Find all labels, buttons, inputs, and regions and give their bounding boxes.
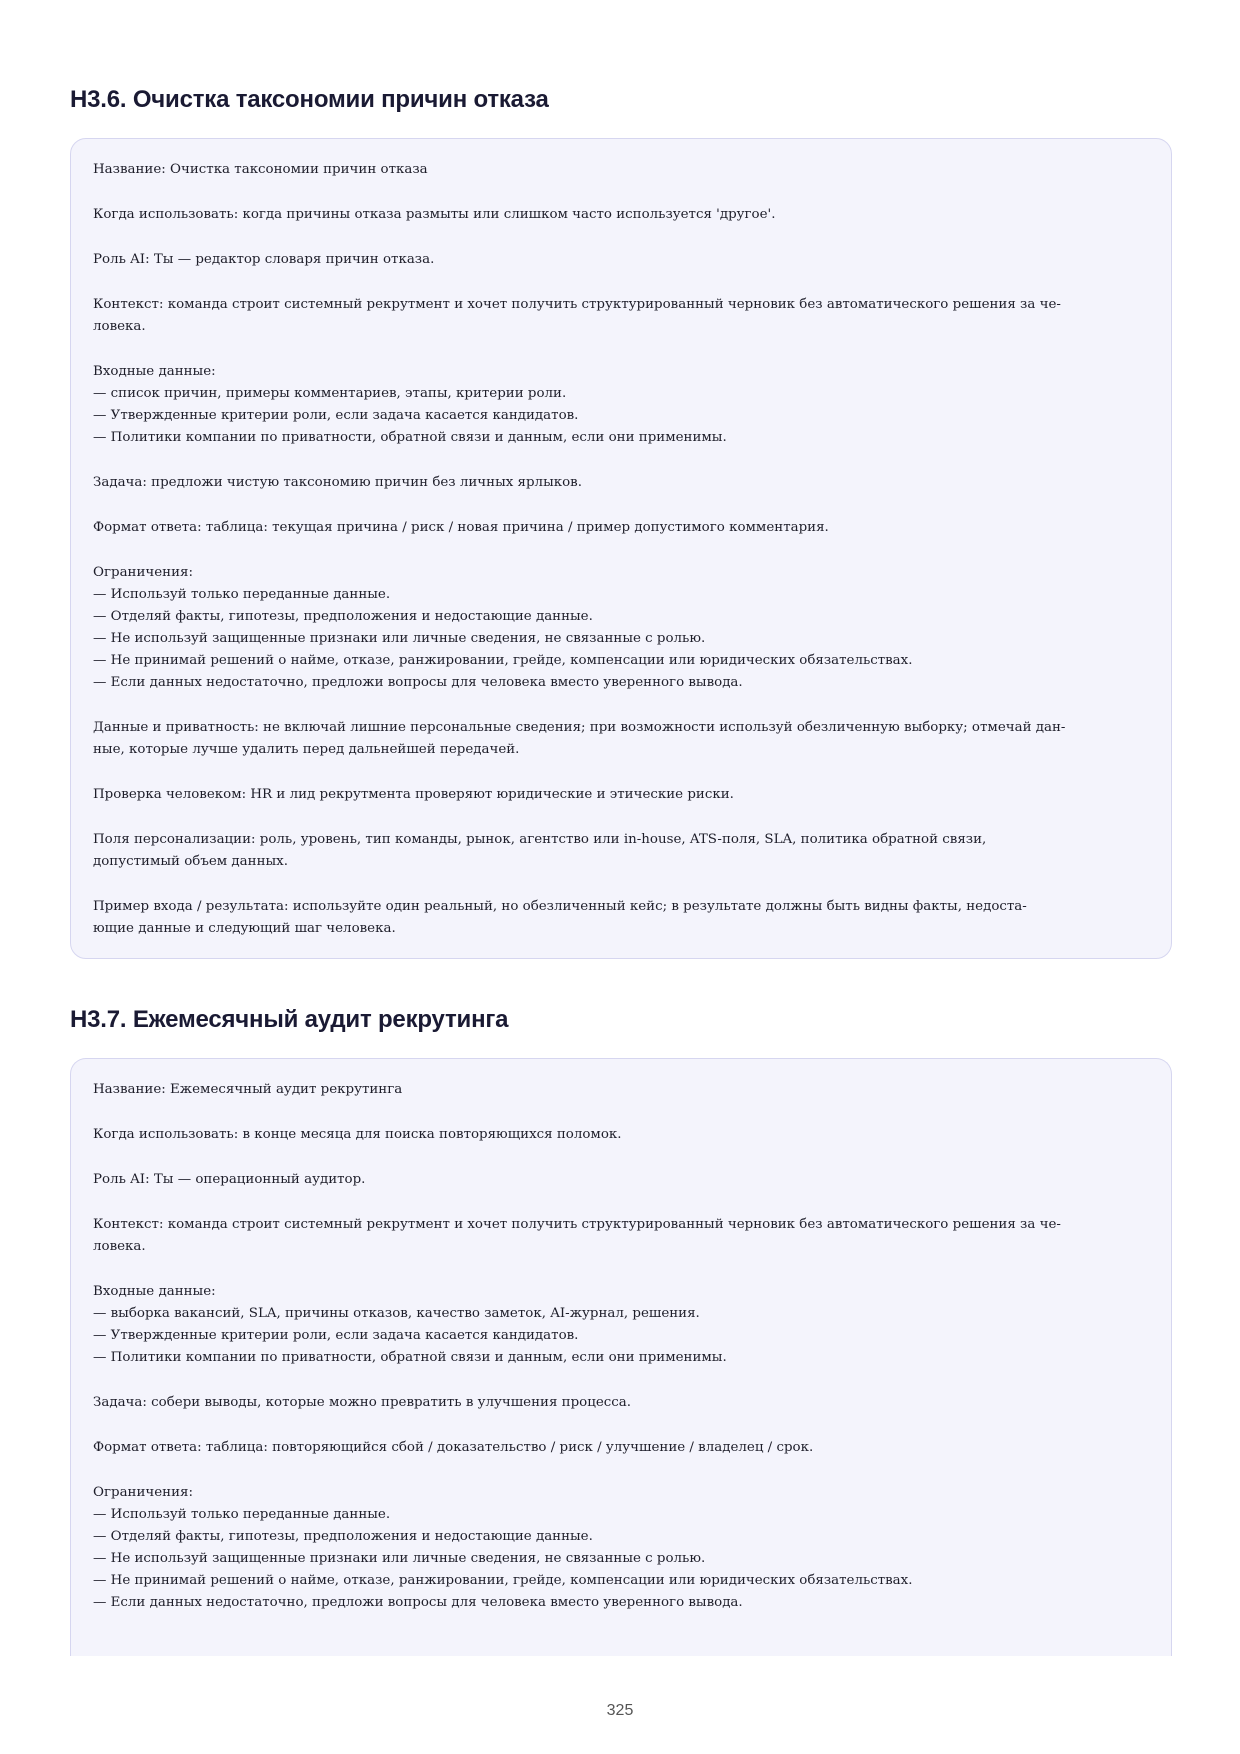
prompt-task bbox=[93, 1392, 1149, 1414]
prompt-inputs bbox=[93, 1281, 1149, 1369]
list-item: — Отделяй факты, гипотезы, предположения и недостающие данные. bbox=[93, 609, 593, 624]
prompt-limits-title: Ограничения: bbox=[93, 1485, 193, 1500]
page-number: 325 bbox=[606, 1702, 634, 1719]
prompt-human-check-text: Проверка человеком: HR и лид рекрутмента проверяют юридические и этические риски. bbox=[93, 787, 734, 802]
prompt-personalization-fields bbox=[93, 829, 1149, 873]
prompt-human-check bbox=[93, 784, 1149, 806]
list-item: — Политики компании по приватности, обратной связи и данным, если они применимы. bbox=[93, 1350, 727, 1365]
prompt-role bbox=[93, 249, 1149, 271]
section-title-h3-6: H3.6. Очистка таксономии причин отказа bbox=[70, 86, 549, 113]
list-item: — Утвержденные критерии роли, если задача касается кандидатов. bbox=[93, 1328, 579, 1343]
list-item: — Используй только переданные данные. bbox=[93, 1507, 391, 1522]
prompt-privacy bbox=[93, 717, 1149, 761]
prompt-format bbox=[93, 517, 1149, 539]
list-item: — Используй только переданные данные. bbox=[93, 587, 391, 602]
prompt-card-h3-6 bbox=[70, 138, 1172, 959]
prompt-limits bbox=[93, 1482, 1149, 1614]
list-item: — Не принимай решений о найме, отказе, ранжировании, грейде, компенсации или юридических обязательствах. bbox=[93, 1573, 913, 1588]
prompt-limits bbox=[93, 562, 1149, 694]
prompt-fields-line-2: допустимый объем данных. bbox=[93, 854, 288, 869]
prompt-name-text: Название: Очистка таксономии причин отказа bbox=[93, 162, 428, 177]
prompt-when bbox=[93, 204, 1149, 226]
prompt-fields-line-1: Поля персонализации: роль, уровень, тип команды, рынок, агентство или in-house, ATS-поля, SLA, политика обратной связи, bbox=[93, 832, 987, 847]
prompt-context-line-2: ловека. bbox=[93, 319, 146, 334]
list-item: — Не используй защищенные признаки или личные сведения, не связанные с ролью. bbox=[93, 1551, 706, 1566]
list-item: — Политики компании по приватности, обратной связи и данным, если они применимы. bbox=[93, 430, 727, 445]
list-item: — Если данных недостаточно, предложи вопросы для человека вместо уверенного вывода. bbox=[93, 675, 743, 690]
list-item: — список причин, примеры комментариев, этапы, критерии роли. bbox=[93, 386, 567, 401]
list-item: — Отделяй факты, гипотезы, предположения и недостающие данные. bbox=[93, 1529, 593, 1544]
prompt-role bbox=[93, 1169, 1149, 1191]
list-item: — Не принимай решений о найме, отказе, ранжировании, грейде, компенсации или юридических обязательствах. bbox=[93, 653, 913, 668]
prompt-context-line-1: Контекст: команда строит системный рекрутмент и хочет получить структурированный черновик без автоматического решения за че- bbox=[93, 1217, 1061, 1232]
prompt-context-line-2: ловека. bbox=[93, 1239, 146, 1254]
list-item: — Не используй защищенные признаки или личные сведения, не связанные с ролью. bbox=[93, 631, 706, 646]
section-title-h3-7: H3.7. Ежемесячный аудит рекрутинга bbox=[70, 1006, 509, 1033]
prompt-when-text: Когда использовать: когда причины отказа размыты или слишком часто используется 'другое'. bbox=[93, 207, 776, 222]
prompt-format-text: Формат ответа: таблица: повторяющийся сбой / доказательство / риск / улучшение / владелец / срок. bbox=[93, 1440, 814, 1455]
prompt-when-text: Когда использовать: в конце месяца для поиска повторяющихся поломок. bbox=[93, 1127, 622, 1142]
list-item: — Если данных недостаточно, предложи вопросы для человека вместо уверенного вывода. bbox=[93, 1595, 743, 1610]
prompt-example-line-2: ющие данные и следующий шаг человека. bbox=[93, 921, 396, 936]
prompt-name-text: Название: Ежемесячный аудит рекрутинга bbox=[93, 1082, 403, 1097]
prompt-limits-title: Ограничения: bbox=[93, 565, 193, 580]
list-item: — Утвержденные критерии роли, если задача касается кандидатов. bbox=[93, 408, 579, 423]
prompt-task bbox=[93, 472, 1149, 494]
prompt-inputs bbox=[93, 361, 1149, 449]
prompt-task-text: Задача: предложи чистую таксономию причин без личных ярлыков. bbox=[93, 475, 582, 490]
prompt-example-line-1: Пример входа / результата: используйте один реальный, но обезличенный кейс; в результате должны быть видны факты, недоста- bbox=[93, 899, 1027, 914]
prompt-role-text: Роль AI: Ты — редактор словаря причин отказа. bbox=[93, 252, 435, 267]
prompt-when bbox=[93, 1124, 1149, 1146]
prompt-format bbox=[93, 1437, 1149, 1459]
prompt-example bbox=[93, 896, 1149, 940]
prompt-name bbox=[93, 159, 1149, 181]
prompt-card-h3-7 bbox=[70, 1058, 1172, 1656]
prompt-format-text: Формат ответа: таблица: текущая причина / риск / новая причина / пример допустимого комментария. bbox=[93, 520, 829, 535]
prompt-privacy-line-1: Данные и приватность: не включай лишние персональные сведения; при возможности используй обезличенную выборку; отмечай дан- bbox=[93, 720, 1066, 735]
prompt-inputs-title: Входные данные: bbox=[93, 1284, 216, 1299]
prompt-task-text: Задача: собери выводы, которые можно превратить в улучшения процесса. bbox=[93, 1395, 631, 1410]
prompt-context bbox=[93, 1214, 1149, 1258]
prompt-name bbox=[93, 1079, 1149, 1101]
prompt-context-line-1: Контекст: команда строит системный рекрутмент и хочет получить структурированный черновик без автоматического решения за че- bbox=[93, 297, 1061, 312]
list-item: — выборка вакансий, SLA, причины отказов, качество заметок, AI-журнал, решения. bbox=[93, 1306, 700, 1321]
prompt-role-text: Роль AI: Ты — операционный аудитор. bbox=[93, 1172, 366, 1187]
prompt-context bbox=[93, 294, 1149, 338]
prompt-privacy-line-2: ные, которые лучше удалить перед дальнейшей передачей. bbox=[93, 742, 520, 757]
prompt-inputs-title: Входные данные: bbox=[93, 364, 216, 379]
